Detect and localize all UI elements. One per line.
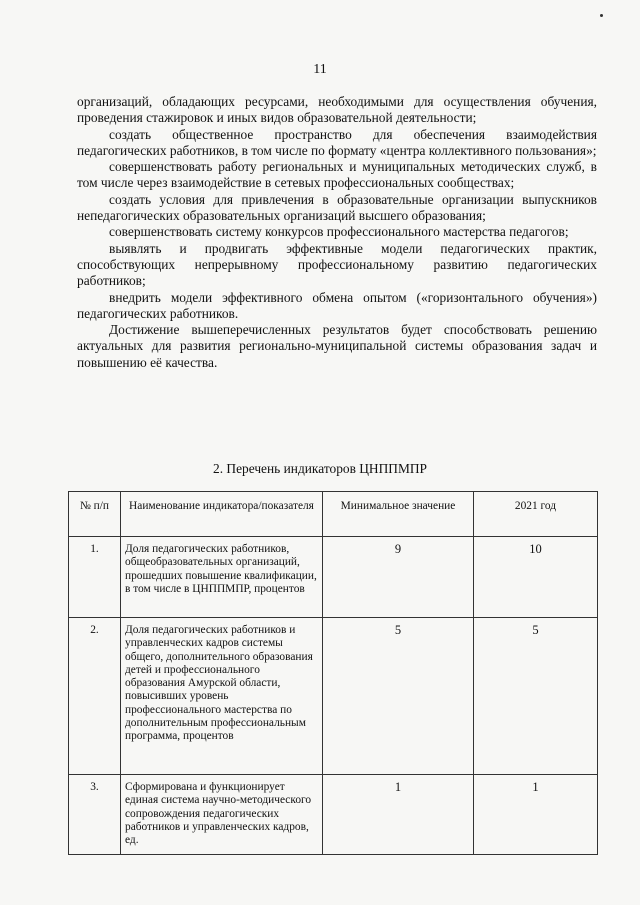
row-name: Доля педагогических работников и управленческих кадров системы общего, дополнительного образования детей и профессионального образования Амурской области, повысивших уровень профессионального мастерства по дополнительным профессиональным программа, процентов	[121, 618, 323, 775]
row-min-value: 9	[323, 537, 474, 618]
paragraph-1: организаций, обладающих ресурсами, необходимыми для осуществления обучения, проведения стажировок и иных видов образовательной деятельности;	[77, 94, 597, 126]
table-row	[69, 775, 598, 855]
header-name: Наименование индикатора/показателя	[121, 492, 323, 537]
row-number: 2.	[69, 618, 121, 775]
scan-speck	[600, 14, 603, 17]
table-row	[69, 537, 598, 618]
header-number: № п/п	[69, 492, 121, 537]
paragraph-6: выявлять и продвигать эффективные модели педагогических практик, способствующих непрерывному профессиональному развитию педагогических работников;	[77, 240, 597, 289]
row-name: Сформирована и функционирует единая система научно-методического сопровождения педагогических работников и управленческих кадров, ед.	[121, 775, 323, 855]
section-title: 2. Перечень индикаторов ЦНППМПР	[213, 461, 427, 476]
row-year-value: 1	[474, 775, 598, 855]
row-min-value: 5	[323, 618, 474, 775]
indicators-table	[68, 491, 598, 855]
row-number: 3.	[69, 775, 121, 855]
row-min-value: 1	[323, 775, 474, 855]
row-year-value: 10	[474, 537, 598, 618]
row-number: 1.	[69, 537, 121, 618]
header-min-value: Минимальное значение	[323, 492, 474, 537]
header-year: 2021 год	[474, 492, 598, 537]
body-text	[77, 94, 597, 371]
paragraph-7: внедрить модели эффективного обмена опытом («горизонтального обучения») педагогических работников.	[77, 289, 597, 321]
paragraph-2: создать общественное пространство для обеспечения взаимодействия педагогических работников, в том числе по формату «центра коллективного пользования»;	[77, 126, 597, 158]
row-name: Доля педагогических работников, общеобразовательных организаций, прошедших повышение квалификации, в том числе в ЦНППМПР, процентов	[121, 537, 323, 618]
paragraph-8: Достижение вышеперечисленных результатов будет способствовать решению актуальных для развития регионально-муниципальной системы образования задач и повышению её качества.	[77, 322, 597, 370]
paragraph-3: совершенствовать работу региональных и муниципальных методических служб, в том числе через взаимодействие в сетевых профессиональных сообществах;	[77, 159, 597, 191]
table-header-row	[69, 492, 598, 537]
table-row	[69, 618, 598, 775]
paragraph-4: создать условия для привлечения в образовательные организации выпускников непедагогических образовательных организаций высшего образования;	[77, 191, 597, 224]
paragraph-5: совершенствовать систему конкурсов профессионального мастерства педагогов;	[109, 224, 569, 240]
page-number: 11	[313, 62, 327, 77]
row-year-value: 5	[474, 618, 598, 775]
